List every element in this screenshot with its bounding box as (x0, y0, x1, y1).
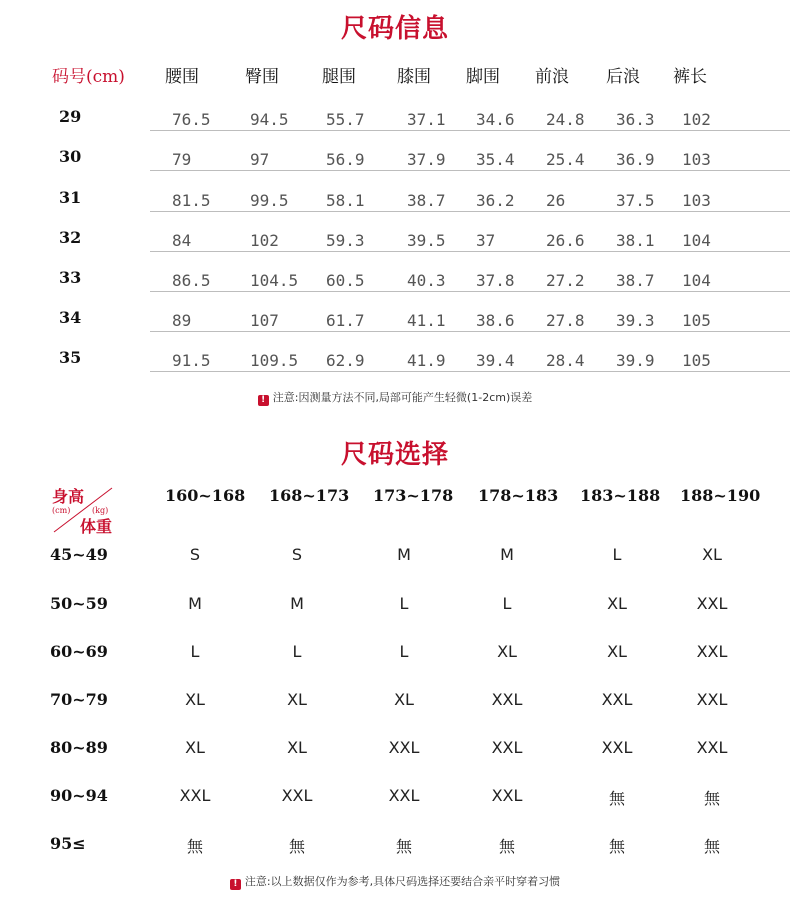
size-select-note (0, 873, 790, 890)
weight-unit: (kg) (92, 506, 109, 515)
measurement-cell: 105 (682, 311, 711, 330)
recommended-size-cell: XXL (491, 738, 523, 757)
weight-range-label: 50~59 (50, 594, 108, 613)
measurement-cell: 27.2 (546, 271, 585, 290)
measurement-cell: 94.5 (250, 110, 289, 129)
recommended-size-cell: 無 (288, 837, 305, 856)
recommended-size-cell: XL (497, 642, 517, 661)
measurement-cell: 103 (682, 191, 711, 210)
measurement-cell: 25.4 (546, 150, 585, 169)
weight-range-label: 45~49 (50, 545, 108, 564)
measurement-cell: 56.9 (326, 150, 365, 169)
height-range-header: 183~188 (580, 486, 661, 505)
measurement-cell: 41.9 (407, 351, 446, 370)
weight-range-label: 90~94 (50, 786, 108, 805)
recommended-size-cell: XXL (491, 690, 523, 709)
row-divider (150, 211, 790, 212)
measurement-cell: 39.3 (616, 311, 655, 330)
measurement-cell: 109.5 (250, 351, 299, 370)
size-label: 32 (59, 228, 82, 247)
measurement-cell: 37.1 (407, 110, 446, 129)
height-range-header: 160~168 (165, 486, 246, 505)
size-label: 33 (59, 268, 82, 287)
header-back-rise: 后浪 (606, 67, 640, 87)
size-label: 30 (59, 147, 82, 166)
measurement-cell: 39.4 (476, 351, 515, 370)
recommended-size-cell: L (612, 545, 622, 564)
measurement-cell: 26 (546, 191, 566, 210)
recommended-size-cell: XXL (491, 786, 523, 805)
recommended-size-cell: XXL (388, 738, 420, 757)
recommended-size-cell: L (292, 642, 302, 661)
header-length: 裤长 (673, 67, 707, 87)
measurement-cell: 79 (172, 150, 192, 169)
size-label: 34 (59, 308, 82, 327)
size-label: 31 (59, 188, 82, 207)
measurement-cell: 60.5 (326, 271, 365, 290)
measurement-cell: 61.7 (326, 311, 365, 330)
size-select-title: 尺码选择 (340, 440, 449, 470)
measurement-cell: 39.9 (616, 351, 655, 370)
measurement-cell: 37.8 (476, 271, 515, 290)
measurement-cell: 37.5 (616, 191, 655, 210)
measurement-cell: 37.9 (407, 150, 446, 169)
row-divider (150, 291, 790, 292)
header-waist: 腰围 (165, 67, 199, 87)
size-label: 35 (59, 348, 82, 367)
measurement-cell: 105 (682, 351, 711, 370)
measurement-cell: 99.5 (250, 191, 289, 210)
row-divider (150, 371, 790, 372)
recommended-size-cell: XXL (696, 690, 728, 709)
measurement-cell: 27.8 (546, 311, 585, 330)
row-divider (150, 331, 790, 332)
recommended-size-cell: L (190, 642, 200, 661)
recommended-size-cell: M (500, 545, 514, 564)
size-info-title: 尺码信息 (340, 14, 449, 44)
measurement-cell: 26.6 (546, 231, 585, 250)
recommended-size-cell: XXL (601, 690, 633, 709)
measurement-cell: 39.5 (407, 231, 446, 250)
recommended-size-cell: 無 (608, 837, 625, 856)
measurement-cell: 38.1 (616, 231, 655, 250)
warning-icon: ! (230, 879, 241, 890)
weight-range-label: 70~79 (50, 690, 108, 709)
recommended-size-cell: M (188, 594, 202, 613)
size-info-note (0, 389, 790, 406)
height-range-header: 173~178 (373, 486, 454, 505)
recommended-size-cell: XXL (696, 642, 728, 661)
measurement-cell: 107 (250, 311, 279, 330)
recommended-size-cell: XXL (179, 786, 211, 805)
recommended-size-cell: XL (185, 690, 205, 709)
recommended-size-cell: 無 (395, 837, 412, 856)
recommended-size-cell: XL (287, 738, 307, 757)
weight-range-label: 95≤ (50, 834, 86, 853)
measurement-cell: 97 (250, 150, 270, 169)
size-label: 29 (59, 107, 82, 126)
height-range-header: 178~183 (478, 486, 559, 505)
weight-range-label: 80~89 (50, 738, 108, 757)
measurement-cell: 24.8 (546, 110, 585, 129)
weight-label: 体重 (80, 517, 113, 536)
recommended-size-cell: M (397, 545, 411, 564)
recommended-size-cell: XL (702, 545, 722, 564)
row-divider (150, 130, 790, 131)
measurement-cell: 38.6 (476, 311, 515, 330)
recommended-size-cell: S (189, 545, 201, 564)
recommended-size-cell: XL (287, 690, 307, 709)
height-range-header: 168~173 (269, 486, 350, 505)
measurement-cell: 103 (682, 150, 711, 169)
measurement-cell: 36.9 (616, 150, 655, 169)
measurement-cell: 40.3 (407, 271, 446, 290)
recommended-size-cell: L (399, 594, 409, 613)
header-thigh: 腿围 (322, 67, 356, 87)
recommended-size-cell: XL (394, 690, 414, 709)
measurement-cell: 37 (476, 231, 496, 250)
measurement-cell: 89 (172, 311, 192, 330)
recommended-size-cell: 無 (186, 837, 203, 856)
measurement-cell: 76.5 (172, 110, 211, 129)
header-knee: 膝围 (397, 67, 431, 87)
warning-icon: ! (258, 395, 269, 406)
measurement-cell: 84 (172, 231, 192, 250)
measurement-cell: 59.3 (326, 231, 365, 250)
measurement-cell: 86.5 (172, 271, 211, 290)
header-hip: 臀围 (245, 67, 279, 87)
recommended-size-cell: XL (607, 642, 627, 661)
recommended-size-cell: L (399, 642, 409, 661)
measurement-cell: 36.2 (476, 191, 515, 210)
measurement-cell: 38.7 (616, 271, 655, 290)
row-divider (150, 170, 790, 171)
header-hem: 脚围 (466, 67, 500, 87)
recommended-size-cell: 無 (703, 837, 720, 856)
recommended-size-cell: XXL (388, 786, 420, 805)
measurement-cell: 81.5 (172, 191, 211, 210)
measurement-cell: 55.7 (326, 110, 365, 129)
measurement-cell: 91.5 (172, 351, 211, 370)
measurement-cell: 41.1 (407, 311, 446, 330)
measurement-cell: 34.6 (476, 110, 515, 129)
measurement-cell: 35.4 (476, 150, 515, 169)
size-column-header: 码号(cm) (52, 67, 125, 87)
measurement-cell: 102 (250, 231, 279, 250)
weight-range-label: 60~69 (50, 642, 108, 661)
recommended-size-cell: S (291, 545, 303, 564)
recommended-size-cell: M (290, 594, 304, 613)
note-text: 注意:以上数据仅作为参考,具体尺码选择还要结合亲平时穿着习惯 (244, 875, 561, 888)
corner-diagonal (50, 484, 116, 536)
recommended-size-cell: 無 (703, 789, 720, 808)
height-label: 身高 (52, 487, 85, 506)
header-front-rise: 前浪 (535, 67, 569, 87)
measurement-cell: 102 (682, 110, 711, 129)
measurement-cell: 104.5 (250, 271, 299, 290)
recommended-size-cell: XL (607, 594, 627, 613)
measurement-cell: 38.7 (407, 191, 446, 210)
recommended-size-cell: L (502, 594, 512, 613)
measurement-cell: 58.1 (326, 191, 365, 210)
recommended-size-cell: XL (185, 738, 205, 757)
note-text: 注意:因测量方法不同,局部可能产生轻微(1-2cm)误差 (272, 391, 533, 404)
recommended-size-cell: XXL (601, 738, 633, 757)
height-unit: (cm) (52, 506, 71, 515)
row-divider (150, 251, 790, 252)
measurement-cell: 28.4 (546, 351, 585, 370)
recommended-size-cell: XXL (281, 786, 313, 805)
measurement-cell: 36.3 (616, 110, 655, 129)
measurement-cell: 62.9 (326, 351, 365, 370)
measurement-cell: 104 (682, 271, 711, 290)
height-range-header: 188~190 (680, 486, 761, 505)
recommended-size-cell: 無 (498, 837, 515, 856)
measurement-cell: 104 (682, 231, 711, 250)
recommended-size-cell: XXL (696, 594, 728, 613)
recommended-size-cell: 無 (608, 789, 625, 808)
recommended-size-cell: XXL (696, 738, 728, 757)
